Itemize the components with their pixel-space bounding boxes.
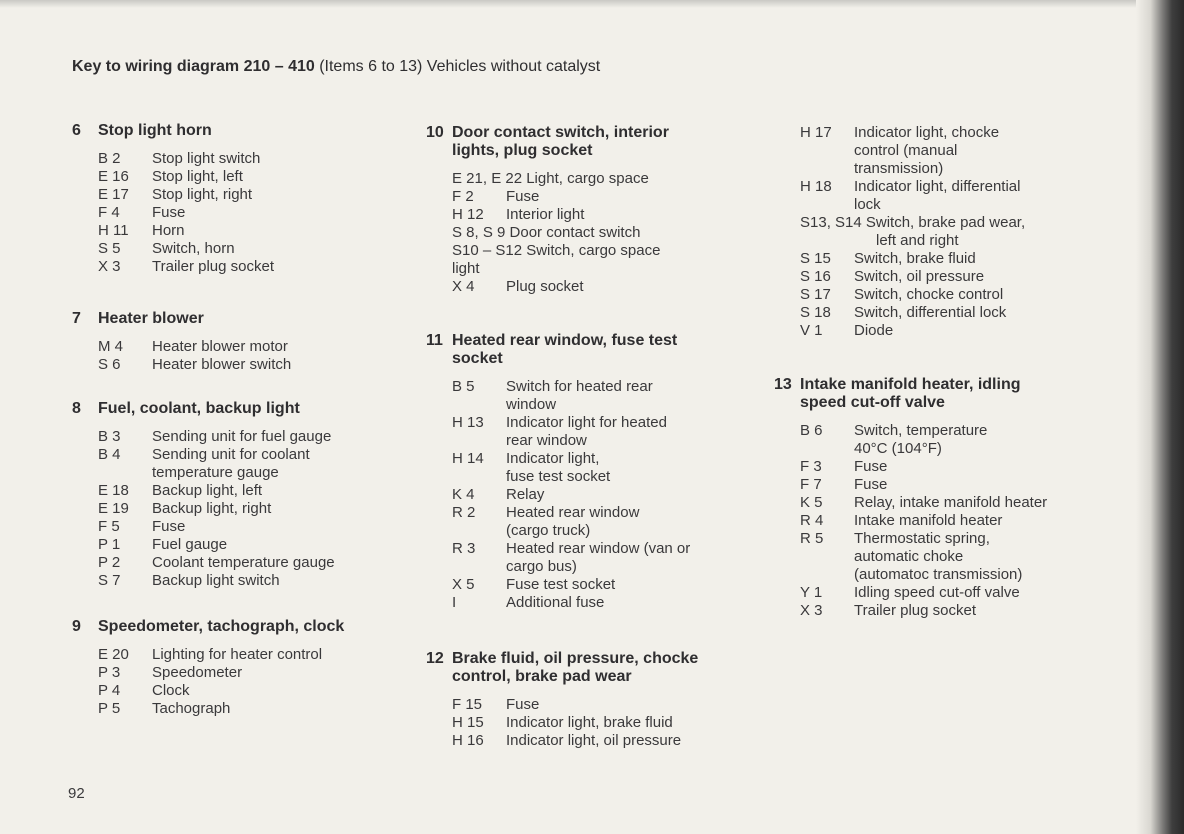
item-list — [424, 170, 754, 296]
list-item — [800, 250, 1102, 268]
header-bold: Key to wiring diagram 210 – 410 — [72, 58, 315, 75]
text-line: S13, S14 Switch, brake pad wear, — [800, 214, 1026, 231]
item-code: M 4 — [98, 338, 124, 355]
item-code: R 2 — [452, 504, 476, 521]
list-item — [98, 518, 400, 536]
item-description: Stop light, right — [152, 186, 253, 203]
list-item — [800, 602, 1102, 620]
item-description: Fuse — [506, 188, 540, 205]
item-description-continuation: control (manual — [854, 142, 958, 159]
item-description: Fuse — [854, 476, 888, 493]
item-code: E 19 — [98, 500, 129, 517]
section-number: 10 — [426, 124, 444, 141]
item-code: P 4 — [98, 682, 121, 699]
list-item — [800, 286, 1102, 304]
list-item — [800, 304, 1102, 322]
header-rest: (Items 6 to 13) Vehicles without catalyst — [314, 58, 601, 75]
list-item — [98, 500, 400, 518]
section-title — [70, 310, 400, 328]
section-title-text: Heater blower — [98, 310, 204, 327]
book-spine-shadow — [1136, 0, 1184, 834]
section-title — [424, 650, 754, 686]
item-description: Fuel gauge — [152, 536, 228, 553]
list-item — [800, 530, 1102, 548]
section-title-text: Speedometer, tachograph, clock — [98, 618, 345, 635]
item-description: Interior light — [506, 206, 585, 223]
list-item — [452, 504, 754, 522]
list-item — [98, 646, 400, 664]
list-item — [452, 188, 754, 206]
item-code: X 3 — [98, 258, 121, 275]
item-code: P 2 — [98, 554, 121, 571]
item-description: Coolant temperature gauge — [152, 554, 335, 571]
item-description: Backup light, left — [152, 482, 263, 499]
section-title-text: Stop light horn — [98, 122, 212, 139]
section-title-line-1: Brake fluid, oil pressure, chocke — [452, 650, 699, 667]
item-code: H 13 — [452, 414, 484, 431]
item-code: F 7 — [800, 476, 822, 493]
item-code: H 18 — [800, 178, 832, 195]
item-description-continuation: lock — [854, 196, 881, 213]
item-code: B 5 — [452, 378, 475, 395]
list-item — [800, 178, 1102, 196]
list-item — [98, 222, 400, 240]
list-item — [98, 536, 400, 554]
item-description: Plug socket — [506, 278, 584, 295]
section-10 — [424, 124, 754, 296]
item-description-continuation: cargo bus) — [506, 558, 577, 575]
item-description: Stop light switch — [152, 150, 261, 167]
item-code: P 5 — [98, 700, 121, 717]
section-13 — [772, 376, 1102, 620]
item-sublist — [800, 250, 1102, 340]
list-item — [98, 682, 400, 700]
item-code: B 4 — [98, 446, 121, 463]
section-8 — [70, 400, 400, 590]
item-code: H 11 — [98, 222, 129, 239]
item-code: I — [452, 594, 457, 611]
item-code: B 6 — [800, 422, 823, 439]
item-description-continuation: window — [506, 396, 557, 413]
list-item — [800, 268, 1102, 286]
item-description: Switch, differential lock — [854, 304, 1007, 321]
item-description: Relay, intake manifold heater — [854, 494, 1048, 511]
item-description: Switch, oil pressure — [854, 268, 985, 285]
item-code: H 15 — [452, 714, 484, 731]
section-title — [70, 618, 400, 636]
item-code: X 4 — [452, 278, 475, 295]
item-description: Trailer plug socket — [152, 258, 274, 275]
item-code: S 7 — [98, 572, 121, 589]
item-sublist — [800, 124, 1102, 214]
item-description: Speedometer — [152, 664, 243, 681]
list-item — [98, 338, 400, 356]
item-description-continuation: automatic choke — [854, 548, 964, 565]
item-description: Clock — [152, 682, 190, 699]
item-description: Heated rear window (van or — [506, 540, 691, 557]
column-2 — [424, 124, 754, 750]
section-number: 7 — [72, 310, 81, 327]
section-number: 13 — [774, 376, 792, 393]
section-title-line-2: control, brake pad wear — [452, 668, 632, 685]
item-description: Trailer plug socket — [854, 602, 976, 619]
item-description: Stop light, left — [152, 168, 243, 185]
list-item — [98, 356, 400, 374]
item-description: Sending unit for coolant — [152, 446, 310, 463]
item-description: Switch, temperature — [854, 422, 988, 439]
item-sublist — [452, 188, 754, 224]
item-description: Switch, horn — [152, 240, 235, 257]
item-description: Lighting for heater control — [152, 646, 323, 663]
item-code: S 16 — [800, 268, 831, 285]
item-code: E 20 — [98, 646, 129, 663]
item-description: Additional fuse — [506, 594, 605, 611]
item-code: E 16 — [98, 168, 129, 185]
page-number: 92 — [68, 785, 85, 802]
item-list — [424, 696, 754, 750]
list-item — [800, 458, 1102, 476]
item-code: F 2 — [452, 188, 474, 205]
section-title-line-2: socket — [452, 350, 503, 367]
item-description: Switch, chocke control — [854, 286, 1004, 303]
list-item — [452, 450, 754, 468]
list-item — [452, 414, 754, 432]
section-title — [70, 122, 400, 140]
item-code: S 18 — [800, 304, 831, 321]
section-title — [70, 400, 400, 418]
item-description-continuation: fuse test socket — [506, 468, 611, 485]
item-description: Idling speed cut-off valve — [854, 584, 1020, 601]
item-code: B 2 — [98, 150, 121, 167]
item-code: H 17 — [800, 124, 832, 141]
section-title — [772, 376, 1102, 412]
item-list — [70, 150, 400, 276]
item-description: Heater blower motor — [152, 338, 288, 355]
item-code: E 18 — [98, 482, 129, 499]
item-code: P 1 — [98, 536, 121, 553]
list-item — [800, 494, 1102, 512]
list-item — [800, 584, 1102, 602]
item-description: Fuse — [152, 204, 186, 221]
text-line: S 8, S 9 Door contact switch — [452, 224, 641, 241]
item-description: Fuse — [506, 696, 540, 713]
item-code: S 5 — [98, 240, 121, 257]
item-sublist — [452, 278, 754, 296]
item-code: P 3 — [98, 664, 121, 681]
section-7 — [70, 310, 400, 374]
section-12-continued — [772, 124, 1102, 340]
page-header — [72, 58, 600, 76]
item-description: Sending unit for fuel gauge — [152, 428, 332, 445]
item-code: X 3 — [800, 602, 823, 619]
item-code: H 16 — [452, 732, 484, 749]
item-code: E 17 — [98, 186, 129, 203]
item-code: H 12 — [452, 206, 484, 223]
list-item — [98, 150, 400, 168]
item-description-continuation: 40°C (104°F) — [854, 440, 942, 457]
item-code: Y 1 — [800, 584, 823, 601]
item-description: Diode — [854, 322, 894, 339]
list-item — [98, 168, 400, 186]
section-number: 12 — [426, 650, 444, 667]
item-description: Indicator light, oil pressure — [506, 732, 682, 749]
item-description-continuation: (automatoc transmission) — [854, 566, 1023, 583]
section-number: 11 — [426, 332, 443, 349]
item-code: F 3 — [800, 458, 822, 475]
item-description-continuation: (cargo truck) — [506, 522, 591, 539]
item-code: R 4 — [800, 512, 824, 529]
item-code: H 14 — [452, 450, 484, 467]
column-1 — [70, 122, 400, 718]
text-line: light — [452, 260, 480, 277]
item-description: Tachograph — [152, 700, 231, 717]
item-description: Fuse — [152, 518, 186, 535]
section-title-line-1: Intake manifold heater, idling — [800, 376, 1021, 393]
item-description: Thermostatic spring, — [854, 530, 990, 547]
item-code: K 4 — [452, 486, 475, 503]
item-code: K 5 — [800, 494, 823, 511]
item-description-continuation: temperature gauge — [152, 464, 279, 481]
item-code: F 5 — [98, 518, 120, 535]
list-item — [98, 700, 400, 718]
item-list — [424, 378, 754, 612]
item-description: Indicator light, — [506, 450, 600, 467]
list-item — [98, 240, 400, 258]
item-description: Heater blower switch — [152, 356, 292, 373]
section-title — [424, 124, 754, 160]
section-11 — [424, 332, 754, 612]
list-item — [98, 554, 400, 572]
item-list — [772, 124, 1102, 340]
list-item — [98, 186, 400, 204]
list-item — [452, 714, 754, 732]
section-number: 6 — [72, 122, 81, 139]
list-item — [452, 486, 754, 504]
item-description: Relay — [506, 486, 545, 503]
item-description: Heated rear window — [506, 504, 640, 521]
text-line: E 21, E 22 Light, cargo space — [452, 170, 649, 187]
list-item — [452, 540, 754, 558]
item-description: Intake manifold heater — [854, 512, 1003, 529]
list-item — [98, 428, 400, 446]
item-description-continuation: rear window — [506, 432, 587, 449]
list-item — [452, 696, 754, 714]
list-item — [800, 422, 1102, 440]
list-item — [98, 664, 400, 682]
item-code: X 5 — [452, 576, 475, 593]
item-code: F 15 — [452, 696, 483, 713]
list-item — [98, 572, 400, 590]
text-line: S10 – S12 Switch, cargo space — [452, 242, 661, 259]
list-item — [800, 124, 1102, 142]
item-code: R 5 — [800, 530, 824, 547]
item-list — [772, 422, 1102, 620]
item-code: F 4 — [98, 204, 120, 221]
list-item — [452, 576, 754, 594]
item-description: Switch, brake fluid — [854, 250, 976, 267]
column-3 — [772, 124, 1102, 620]
section-number: 8 — [72, 400, 81, 417]
item-code: S 15 — [800, 250, 831, 267]
item-description: Indicator light for heated — [506, 414, 667, 431]
text-line-continuation: left and right — [876, 232, 959, 249]
list-item — [452, 378, 754, 396]
list-item — [800, 512, 1102, 530]
item-description: Switch for heated rear — [506, 378, 653, 395]
item-description: Fuse — [854, 458, 888, 475]
item-description: Indicator light, chocke — [854, 124, 1000, 141]
list-item — [452, 278, 754, 296]
section-title — [424, 332, 754, 368]
list-item — [98, 482, 400, 500]
section-12 — [424, 650, 754, 750]
list-item — [452, 206, 754, 224]
section-title-line-2: lights, plug socket — [452, 142, 593, 159]
section-title-line-1: Door contact switch, interior — [452, 124, 669, 141]
list-item — [800, 476, 1102, 494]
item-code: S 17 — [800, 286, 831, 303]
item-description: Fuse test socket — [506, 576, 616, 593]
item-description: Horn — [152, 222, 185, 239]
item-description: Backup light switch — [152, 572, 280, 589]
item-description: Backup light, right — [152, 500, 272, 517]
section-title-text: Fuel, coolant, backup light — [98, 400, 300, 417]
item-code: B 3 — [98, 428, 121, 445]
item-code: R 3 — [452, 540, 476, 557]
list-item — [98, 446, 400, 464]
item-code: S 6 — [98, 356, 121, 373]
list-item — [800, 322, 1102, 340]
section-title-line-2: speed cut-off valve — [800, 394, 945, 411]
section-6 — [70, 122, 400, 276]
item-description-continuation: transmission) — [854, 160, 944, 177]
section-9 — [70, 618, 400, 718]
item-description: Indicator light, brake fluid — [506, 714, 673, 731]
list-item — [452, 594, 754, 612]
item-list — [70, 428, 400, 590]
list-item — [98, 204, 400, 222]
list-item — [98, 258, 400, 276]
section-title-line-1: Heated rear window, fuse test — [452, 332, 678, 349]
section-number: 9 — [72, 618, 81, 635]
item-description: Indicator light, differential — [854, 178, 1021, 195]
list-item — [452, 732, 754, 750]
item-list — [70, 646, 400, 718]
top-shadow — [0, 0, 1184, 8]
item-code: V 1 — [800, 322, 823, 339]
item-list — [70, 338, 400, 374]
